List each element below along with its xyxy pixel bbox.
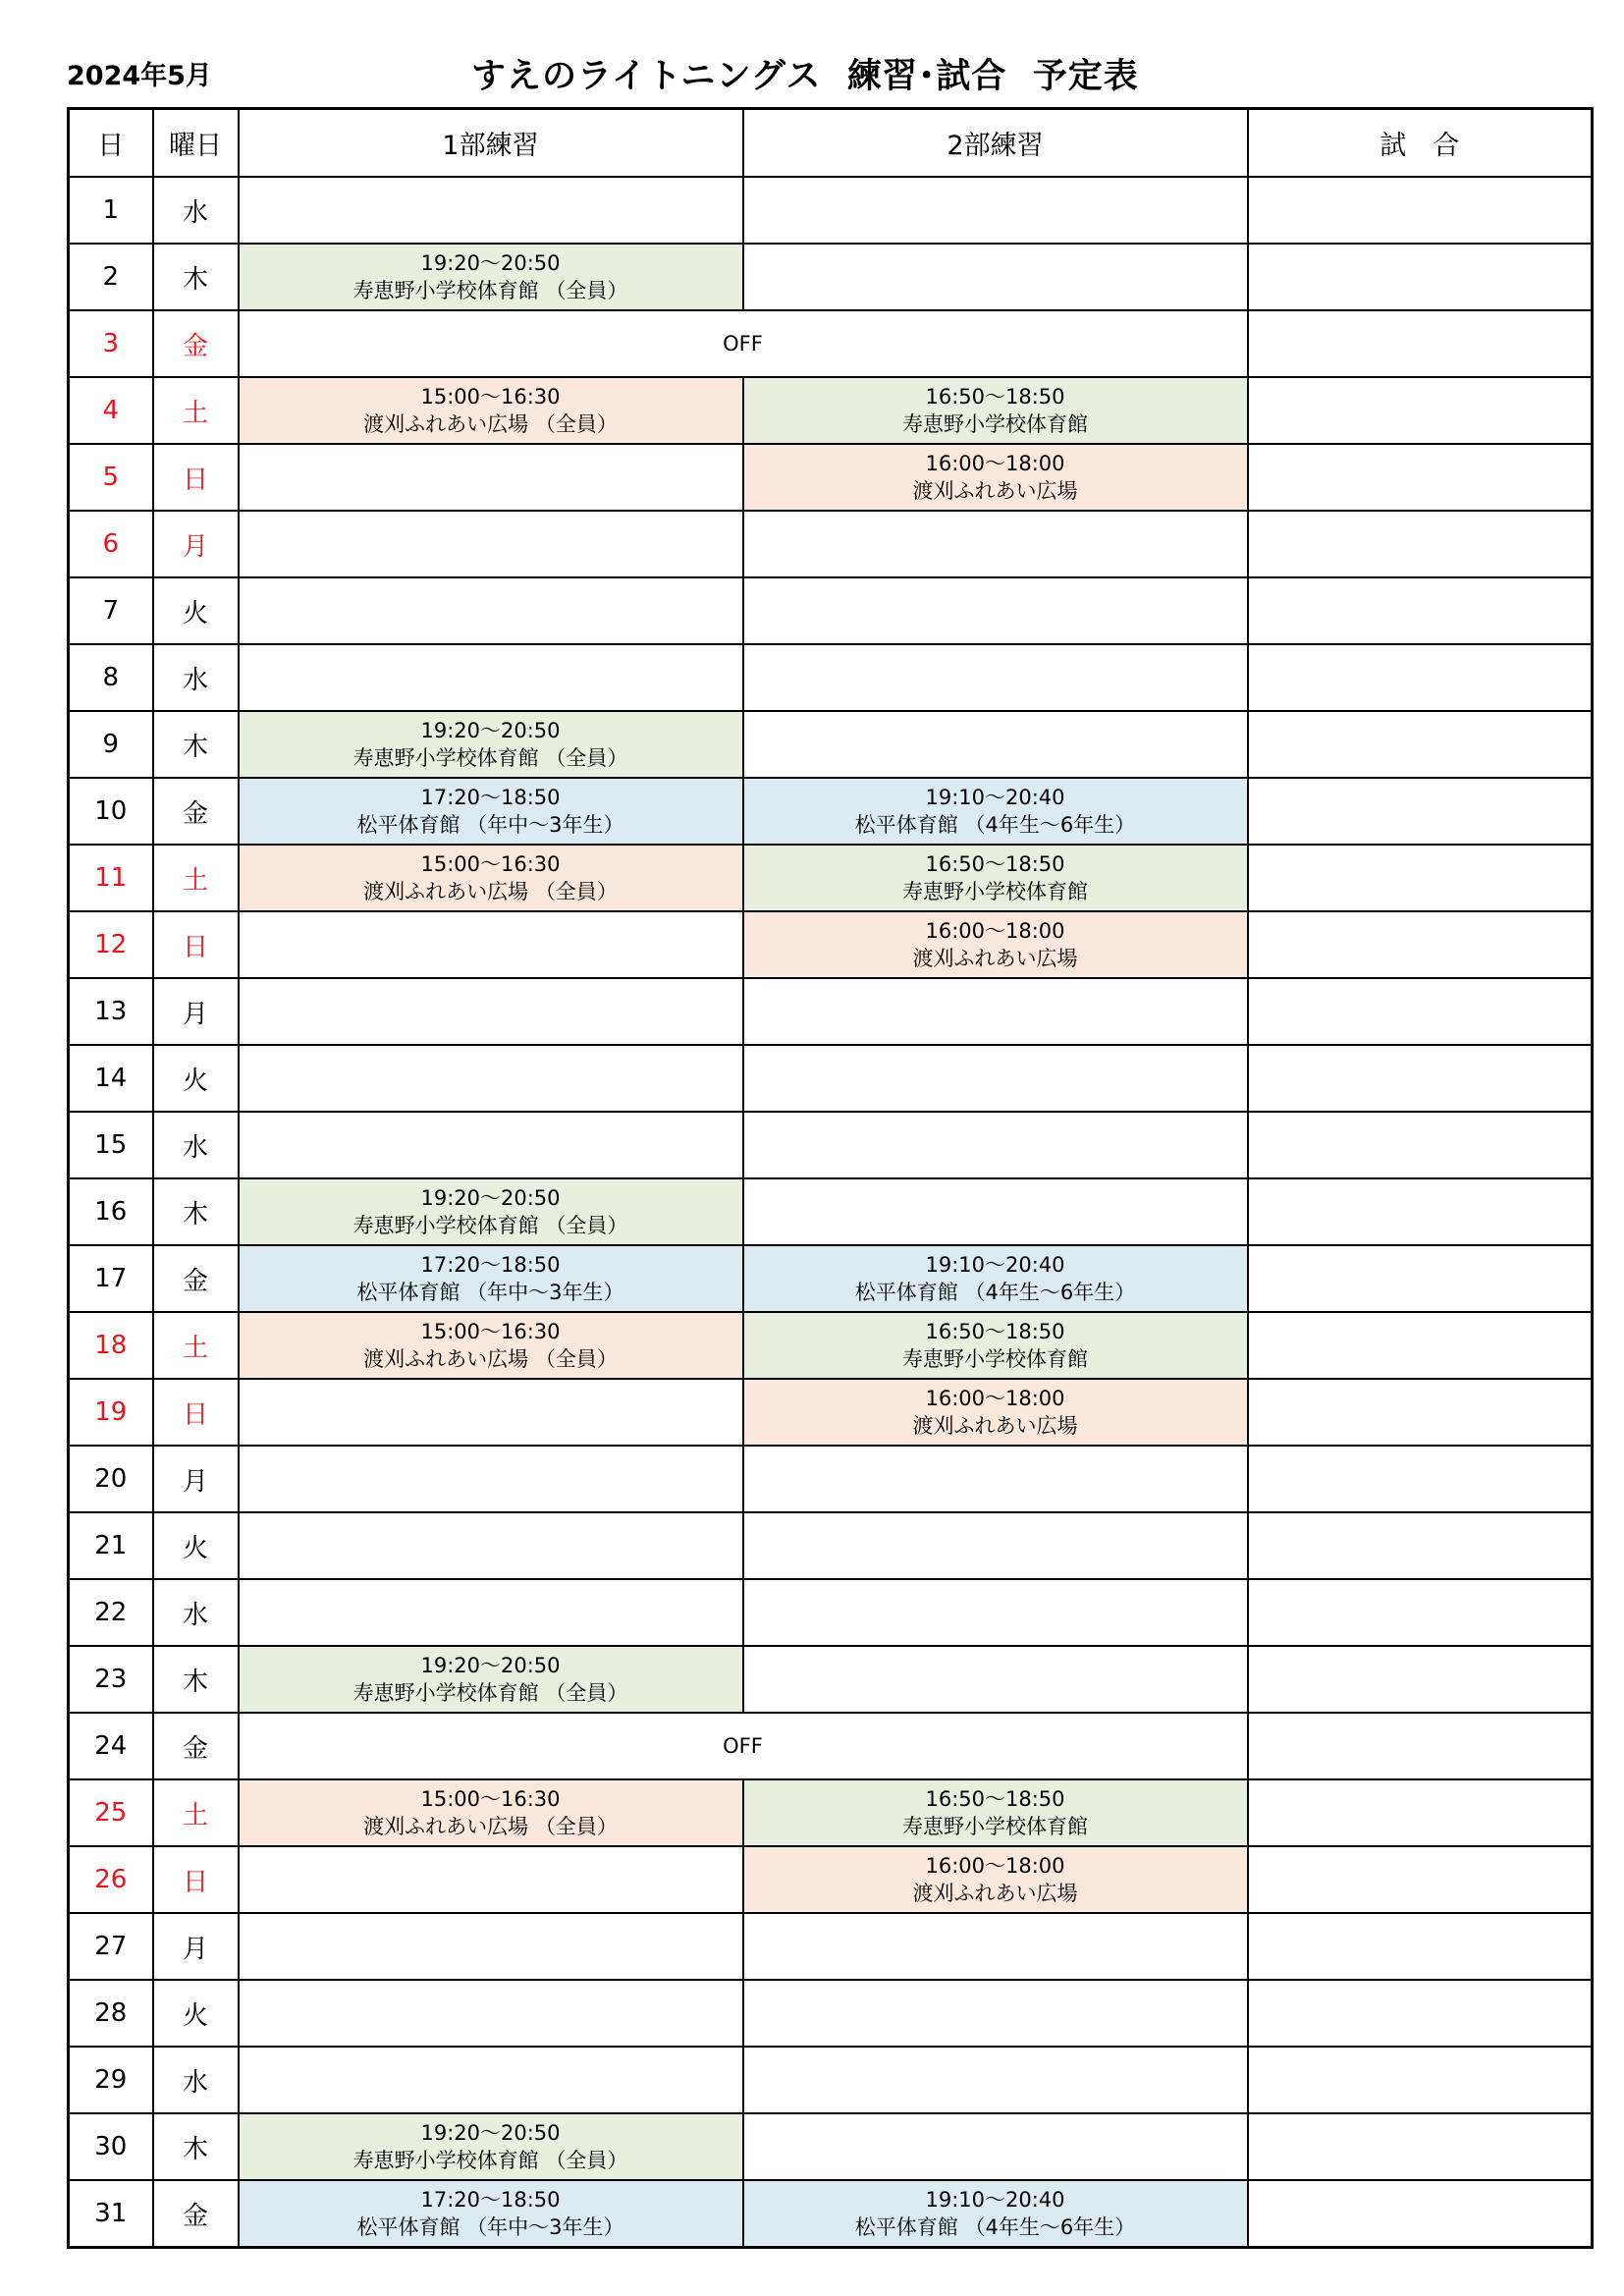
practice-1-cell <box>239 1512 743 1579</box>
practice-1-cell <box>239 2113 743 2180</box>
weekday-cell: 木 <box>153 2113 239 2180</box>
schedule-table <box>67 107 1594 2249</box>
day-cell: 8 <box>69 644 153 711</box>
table-row <box>69 711 1593 778</box>
weekday-cell: 金 <box>153 1713 239 1779</box>
table-row <box>69 1245 1593 1312</box>
game-cell <box>1248 644 1593 711</box>
slot-place: 寿恵野小学校体育館 <box>902 1815 1088 1838</box>
day-cell: 10 <box>69 778 153 845</box>
day-cell: 23 <box>69 1646 153 1713</box>
weekday-cell: 火 <box>153 1980 239 2047</box>
slot-time: 19:20〜20:50 <box>420 2121 561 2145</box>
day-cell: 29 <box>69 2047 153 2113</box>
month-label: 2024年5月 <box>67 61 212 91</box>
day-cell: 16 <box>69 1178 153 1245</box>
day-cell: 2 <box>69 244 153 310</box>
practice-2-cell <box>743 1980 1248 2047</box>
table-row <box>69 244 1593 310</box>
weekday-cell: 水 <box>153 177 239 244</box>
slot-place: 寿恵野小学校体育館 <box>902 1347 1088 1371</box>
day-cell: 28 <box>69 1980 153 2047</box>
practice-1-cell <box>239 711 743 778</box>
practice-2-cell <box>743 1913 1248 1980</box>
practice-1-cell <box>239 1379 743 1446</box>
weekday-cell: 土 <box>153 845 239 911</box>
weekday-cell: 土 <box>153 1779 239 1846</box>
table-row <box>69 2047 1593 2113</box>
table-row <box>69 1112 1593 1178</box>
practice-1-cell <box>239 177 743 244</box>
practice-1-cell <box>239 978 743 1045</box>
slot-time: 16:00〜18:00 <box>925 919 1065 943</box>
slot-place: 渡刈ふれあい広場 （全員） <box>363 880 618 903</box>
header-day: 日 <box>69 109 153 178</box>
table-row <box>69 1980 1593 2047</box>
practice-1-cell <box>239 577 743 644</box>
practice-1-cell <box>239 1646 743 1713</box>
practice-2-cell <box>743 1312 1248 1379</box>
slot-time: 17:20〜18:50 <box>420 786 561 809</box>
game-cell <box>1248 711 1593 778</box>
practice-2-cell <box>743 778 1248 845</box>
day-cell: 22 <box>69 1579 153 1646</box>
slot-place: 寿恵野小学校体育館 （全員） <box>352 1681 628 1705</box>
day-cell: 14 <box>69 1045 153 1112</box>
slot-time: 15:00〜16:30 <box>420 1320 561 1343</box>
day-cell: 24 <box>69 1713 153 1779</box>
game-cell <box>1248 1112 1593 1178</box>
practice-1-cell <box>239 1980 743 2047</box>
table-row <box>69 511 1593 577</box>
game-cell <box>1248 1779 1593 1846</box>
day-cell: 27 <box>69 1913 153 1980</box>
table-row <box>69 2180 1593 2248</box>
practice-1-cell <box>239 1312 743 1379</box>
weekday-cell: 土 <box>153 377 239 444</box>
game-cell <box>1248 444 1593 511</box>
game-cell <box>1248 511 1593 577</box>
weekday-cell: 日 <box>153 911 239 978</box>
practice-2-cell <box>743 644 1248 711</box>
table-row <box>69 577 1593 644</box>
slot-time: 16:00〜18:00 <box>925 1387 1065 1410</box>
game-cell <box>1248 1178 1593 1245</box>
weekday-cell: 金 <box>153 1245 239 1312</box>
game-cell <box>1248 1446 1593 1512</box>
day-cell: 11 <box>69 845 153 911</box>
day-cell: 31 <box>69 2180 153 2248</box>
table-row <box>69 1312 1593 1379</box>
weekday-cell: 水 <box>153 2047 239 2113</box>
slot-place: 寿恵野小学校体育館 （全員） <box>352 1214 628 1237</box>
game-cell <box>1248 978 1593 1045</box>
practice-2-cell <box>743 978 1248 1045</box>
table-row <box>69 310 1593 377</box>
slot-place: 渡刈ふれあい広場 （全員） <box>363 1815 618 1838</box>
practice-2-cell <box>743 177 1248 244</box>
slot-time: 17:20〜18:50 <box>420 2188 561 2212</box>
practice-1-cell <box>239 511 743 577</box>
practice-1-cell <box>239 1045 743 1112</box>
slot-place: 渡刈ふれあい広場 （全員） <box>363 412 618 436</box>
day-cell: 26 <box>69 1846 153 1913</box>
game-cell <box>1248 577 1593 644</box>
practice-2-cell <box>743 1646 1248 1713</box>
day-cell: 18 <box>69 1312 153 1379</box>
practice-2-cell <box>743 444 1248 511</box>
practice-2-cell <box>743 1045 1248 1112</box>
weekday-cell: 月 <box>153 1446 239 1512</box>
game-cell <box>1248 2113 1593 2180</box>
day-cell: 5 <box>69 444 153 511</box>
game-cell <box>1248 244 1593 310</box>
game-cell <box>1248 1980 1593 2047</box>
practice-1-cell <box>239 244 743 310</box>
practice-2-cell <box>743 1512 1248 1579</box>
header-practice-2: 2部練習 <box>743 109 1248 178</box>
header-practice-1: 1部練習 <box>239 109 743 178</box>
header-game-label: 試 合 <box>1380 131 1460 161</box>
practice-2-cell <box>743 1579 1248 1646</box>
game-cell <box>1248 1579 1593 1646</box>
table-row <box>69 1512 1593 1579</box>
weekday-cell: 火 <box>153 577 239 644</box>
slot-place: 寿恵野小学校体育館 （全員） <box>352 746 628 770</box>
game-cell <box>1248 310 1593 377</box>
slot-place: 渡刈ふれあい広場 （全員） <box>363 1347 618 1371</box>
practice-2-cell <box>743 1112 1248 1178</box>
practice-2-cell <box>743 1446 1248 1512</box>
practice-2-cell <box>743 1779 1248 1846</box>
game-cell <box>1248 845 1593 911</box>
table-row <box>69 2113 1593 2180</box>
slot-time: 16:50〜18:50 <box>925 385 1065 409</box>
practice-1-cell <box>239 644 743 711</box>
game-cell <box>1248 1045 1593 1112</box>
slot-time: 16:00〜18:00 <box>925 1854 1065 1878</box>
weekday-cell: 木 <box>153 711 239 778</box>
slot-time: 15:00〜16:30 <box>420 852 561 876</box>
practice-2-cell <box>743 1846 1248 1913</box>
practice-2-cell <box>743 2113 1248 2180</box>
weekday-cell: 火 <box>153 1045 239 1112</box>
practice-1-cell <box>239 1178 743 1245</box>
table-row <box>69 1579 1593 1646</box>
table-row <box>69 1646 1593 1713</box>
slot-place: 渡刈ふれあい広場 <box>912 947 1078 970</box>
game-cell <box>1248 1245 1593 1312</box>
day-cell: 9 <box>69 711 153 778</box>
table-row <box>69 1713 1593 1779</box>
slot-time: 15:00〜16:30 <box>420 385 561 409</box>
day-cell: 20 <box>69 1446 153 1512</box>
weekday-cell: 日 <box>153 1379 239 1446</box>
table-row <box>69 1913 1593 1980</box>
practice-2-cell <box>743 2180 1248 2248</box>
table-row <box>69 1379 1593 1446</box>
game-cell <box>1248 1379 1593 1446</box>
practice-1-cell <box>239 1446 743 1512</box>
practice-1-cell <box>239 2047 743 2113</box>
table-row <box>69 1846 1593 1913</box>
practice-2-cell <box>743 377 1248 444</box>
weekday-cell: 土 <box>153 1312 239 1379</box>
practice-2-cell <box>743 511 1248 577</box>
slot-place: 渡刈ふれあい広場 <box>912 479 1078 503</box>
weekday-cell: 月 <box>153 511 239 577</box>
off-cell: OFF <box>239 310 1248 377</box>
slot-place: 寿恵野小学校体育館 （全員） <box>352 279 628 302</box>
table-row <box>69 845 1593 911</box>
slot-time: 17:20〜18:50 <box>420 1253 561 1277</box>
slot-place: 渡刈ふれあい広場 <box>912 1414 1078 1438</box>
slot-time: 15:00〜16:30 <box>420 1787 561 1811</box>
slot-place: 寿恵野小学校体育館 （全員） <box>352 2149 628 2172</box>
weekday-cell: 月 <box>153 978 239 1045</box>
weekday-cell: 水 <box>153 1579 239 1646</box>
table-row <box>69 778 1593 845</box>
slot-place: 渡刈ふれあい広場 <box>912 1882 1078 1905</box>
practice-1-cell <box>239 2180 743 2248</box>
weekday-cell: 水 <box>153 1112 239 1178</box>
table-row <box>69 1779 1593 1846</box>
game-cell <box>1248 911 1593 978</box>
game-cell <box>1248 2047 1593 2113</box>
weekday-cell: 金 <box>153 778 239 845</box>
slot-time: 16:50〜18:50 <box>925 1787 1065 1811</box>
slot-time: 19:20〜20:50 <box>420 719 561 742</box>
day-cell: 7 <box>69 577 153 644</box>
practice-2-cell <box>743 1178 1248 1245</box>
slot-time: 19:10〜20:40 <box>925 786 1065 809</box>
game-cell <box>1248 377 1593 444</box>
day-cell: 1 <box>69 177 153 244</box>
practice-1-cell <box>239 911 743 978</box>
slot-time: 19:20〜20:50 <box>420 251 561 275</box>
practice-1-cell <box>239 1245 743 1312</box>
practice-2-cell <box>743 711 1248 778</box>
day-cell: 4 <box>69 377 153 444</box>
practice-1-cell <box>239 444 743 511</box>
weekday-cell: 金 <box>153 2180 239 2248</box>
weekday-cell: 水 <box>153 644 239 711</box>
game-cell <box>1248 1713 1593 1779</box>
table-row <box>69 1045 1593 1112</box>
table-row <box>69 377 1593 444</box>
table-row <box>69 444 1593 511</box>
slot-time: 19:10〜20:40 <box>925 1253 1065 1277</box>
day-cell: 3 <box>69 310 153 377</box>
weekday-cell: 金 <box>153 310 239 377</box>
header-game <box>1248 109 1593 178</box>
slot-place: 松平体育館 （4年生〜6年生） <box>854 1281 1136 1304</box>
page-title: すえのライトニングス 練習･試合 予定表 <box>471 57 1139 96</box>
practice-1-cell <box>239 1579 743 1646</box>
day-cell: 21 <box>69 1512 153 1579</box>
off-cell: OFF <box>239 1713 1248 1779</box>
game-cell <box>1248 177 1593 244</box>
game-cell <box>1248 778 1593 845</box>
schedule-rows <box>69 177 1593 2248</box>
game-cell <box>1248 1646 1593 1713</box>
practice-2-cell <box>743 911 1248 978</box>
slot-place: 寿恵野小学校体育館 <box>902 880 1088 903</box>
practice-1-cell <box>239 1913 743 1980</box>
day-cell: 15 <box>69 1112 153 1178</box>
slot-time: 16:50〜18:50 <box>925 1320 1065 1343</box>
day-cell: 6 <box>69 511 153 577</box>
game-cell <box>1248 1846 1593 1913</box>
slot-place: 寿恵野小学校体育館 <box>902 412 1088 436</box>
weekday-cell: 火 <box>153 1512 239 1579</box>
table-row <box>69 1178 1593 1245</box>
day-cell: 19 <box>69 1379 153 1446</box>
slot-time: 19:20〜20:50 <box>420 1654 561 1677</box>
table-row <box>69 177 1593 244</box>
practice-1-cell <box>239 845 743 911</box>
slot-time: 19:10〜20:40 <box>925 2188 1065 2212</box>
practice-2-cell <box>743 244 1248 310</box>
practice-1-cell <box>239 1112 743 1178</box>
practice-1-cell <box>239 377 743 444</box>
weekday-cell: 木 <box>153 244 239 310</box>
table-row <box>69 978 1593 1045</box>
slot-place: 松平体育館 （年中〜3年生） <box>356 813 624 837</box>
practice-2-cell <box>743 577 1248 644</box>
game-cell <box>1248 2180 1593 2248</box>
slot-place: 松平体育館 （年中〜3年生） <box>356 2215 624 2239</box>
day-cell: 12 <box>69 911 153 978</box>
header-weekday: 曜日 <box>153 109 239 178</box>
day-cell: 25 <box>69 1779 153 1846</box>
practice-2-cell <box>743 845 1248 911</box>
practice-2-cell <box>743 2047 1248 2113</box>
table-row <box>69 1446 1593 1512</box>
practice-2-cell <box>743 1245 1248 1312</box>
table-row <box>69 644 1593 711</box>
weekday-cell: 日 <box>153 1846 239 1913</box>
slot-place: 松平体育館 （4年生〜6年生） <box>854 813 1136 837</box>
slot-time: 16:50〜18:50 <box>925 852 1065 876</box>
table-row <box>69 911 1593 978</box>
practice-1-cell <box>239 1846 743 1913</box>
game-cell <box>1248 1312 1593 1379</box>
slot-place: 松平体育館 （年中〜3年生） <box>356 1281 624 1304</box>
day-cell: 13 <box>69 978 153 1045</box>
weekday-cell: 月 <box>153 1913 239 1980</box>
game-cell <box>1248 1512 1593 1579</box>
practice-1-cell <box>239 778 743 845</box>
practice-2-cell <box>743 1379 1248 1446</box>
header-row <box>69 109 1593 178</box>
day-cell: 30 <box>69 2113 153 2180</box>
practice-1-cell <box>239 1779 743 1846</box>
weekday-cell: 木 <box>153 1178 239 1245</box>
slot-place: 松平体育館 （4年生〜6年生） <box>854 2215 1136 2239</box>
weekday-cell: 木 <box>153 1646 239 1713</box>
slot-time: 19:20〜20:50 <box>420 1186 561 1210</box>
game-cell <box>1248 1913 1593 1980</box>
weekday-cell: 日 <box>153 444 239 511</box>
slot-time: 16:00〜18:00 <box>925 452 1065 475</box>
day-cell: 17 <box>69 1245 153 1312</box>
